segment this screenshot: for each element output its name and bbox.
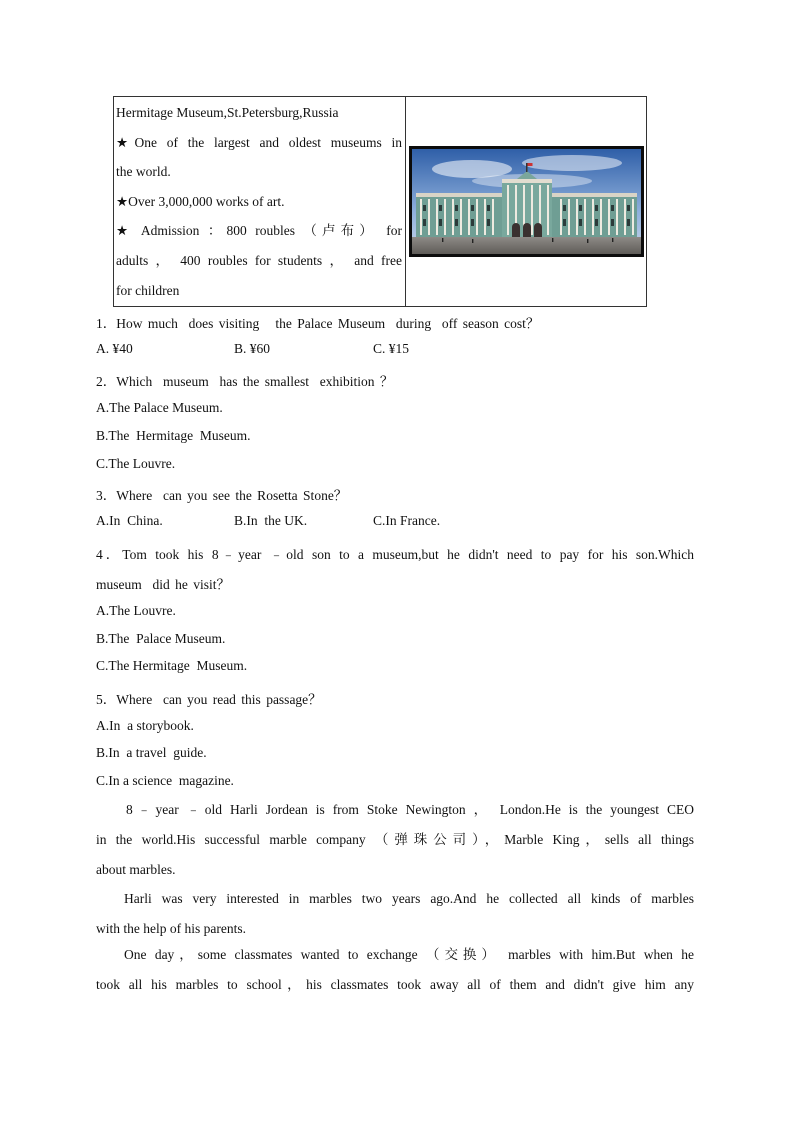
passage-paragraph-2 bbox=[96, 884, 694, 944]
museum-title: Hermitage Museum,St.Petersburg,Russia bbox=[116, 105, 339, 120]
museum-info-text bbox=[114, 97, 406, 306]
question-4-stem-line: 4．Tom took his 8﹣year ﹣old son to a museum,but he didn't need to pay for his son.Which bbox=[96, 547, 694, 562]
passage-line: about marbles. bbox=[96, 862, 176, 877]
museum-fact-line: adults ， 400 roubles for students ， and free bbox=[116, 252, 402, 268]
option-b[interactable]: B.In a travel guide. bbox=[96, 745, 207, 760]
question-5-stem: 5．Where can you read this passage？ bbox=[96, 692, 322, 707]
question-3-stem: 3．Where can you see the Rosetta Stone？ bbox=[96, 488, 348, 503]
passage-line: took all his marbles to school，his classmates took away all of them and didn't give him any bbox=[96, 977, 694, 992]
option-c[interactable]: C.In a science magazine. bbox=[96, 773, 234, 788]
option-c[interactable]: C.In France. bbox=[373, 513, 441, 528]
option-c[interactable]: C. ¥15 bbox=[373, 341, 410, 356]
question-1-stem: 1．How much does visiting the Palace Museum during off season cost？ bbox=[96, 316, 540, 331]
question-2-stem: 2．Which museum has the smallest exhibition ？ bbox=[96, 374, 394, 389]
option-b[interactable]: B.In the UK. bbox=[234, 513, 308, 528]
winter-palace-photo bbox=[409, 146, 644, 257]
passage-paragraph-3 bbox=[96, 940, 694, 1000]
passage-line: Harli was very interested in marbles two years ago.And he collected all kinds of marbles bbox=[124, 891, 694, 906]
option-b[interactable]: B.The Palace Museum. bbox=[96, 631, 226, 646]
museum-fact-line: ★One of the largest and oldest museums in bbox=[116, 134, 402, 150]
museum-fact-line: the world. bbox=[116, 164, 171, 180]
option-c[interactable]: C.The Hermitage Museum. bbox=[96, 658, 248, 673]
question-3-options bbox=[96, 513, 694, 533]
passage-line: with the help of his parents. bbox=[96, 921, 246, 936]
museum-info-table bbox=[113, 96, 647, 307]
option-c[interactable]: C.The Louvre. bbox=[96, 456, 176, 471]
museum-fact-line: for children bbox=[116, 282, 180, 298]
winter-palace-photo-icon bbox=[412, 149, 641, 254]
museum-photo-cell bbox=[406, 97, 646, 306]
option-a[interactable]: A.The Louvre. bbox=[96, 603, 176, 618]
museum-fact-line: ★Over 3,000,000 works of art. bbox=[116, 193, 285, 209]
option-b[interactable]: B. ¥60 bbox=[234, 341, 271, 356]
passage-line: in the world.His successful marble company （弹珠公司），Marble King，sells all things bbox=[96, 832, 694, 847]
passage-paragraph-1 bbox=[96, 795, 694, 885]
question-4-stem-line: museum did he visit？ bbox=[96, 577, 230, 592]
option-b[interactable]: B.The Hermitage Museum. bbox=[96, 428, 251, 443]
museum-fact-line: ★ Admission ：800 roubles （卢布） for bbox=[116, 223, 402, 239]
passage-line: 8﹣year ﹣old Harli Jordean is from Stoke Newington ， London.He is the youngest CEO bbox=[126, 802, 694, 817]
passage-line: One day，some classmates wanted to exchange （交换） marbles with him.But when he bbox=[124, 947, 694, 962]
option-a[interactable]: A.The Palace Museum. bbox=[96, 400, 223, 415]
question-1-options bbox=[96, 341, 694, 361]
option-a[interactable]: A.In China. bbox=[96, 513, 163, 528]
option-a[interactable]: A. ¥40 bbox=[96, 341, 133, 356]
option-a[interactable]: A.In a storybook. bbox=[96, 718, 194, 733]
